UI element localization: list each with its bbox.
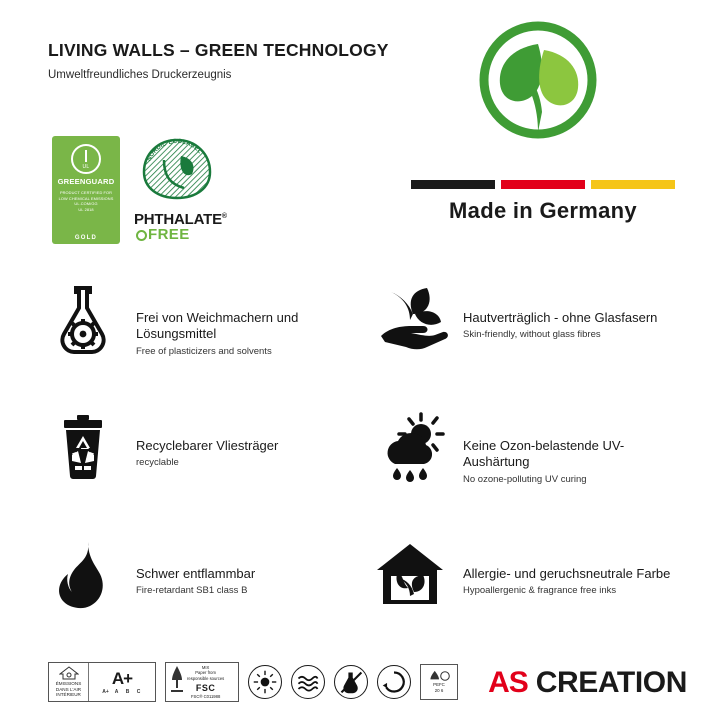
as-creation-logo <box>488 666 687 700</box>
feature-title: Schwer entflammbar <box>136 566 256 581</box>
feature-item <box>371 400 688 528</box>
flag-bar-gold <box>591 180 675 189</box>
greenguard-detail-4: UL 2818 <box>78 206 94 212</box>
greenguard-name: GREENGUARD <box>57 177 115 186</box>
greenguard-detail-3: UL.COM/GG <box>74 201 98 207</box>
recycling-bin-icon <box>44 408 122 486</box>
emission-label-badge <box>48 662 156 702</box>
feature-title: Hautverträglich - ohne Glasfasern <box>463 310 658 325</box>
made-in-germany-label: Made in Germany <box>449 198 637 223</box>
recycle-arrows-icon <box>377 665 411 699</box>
nordic-ecolabel-badge <box>134 136 220 202</box>
green-leaf-logo <box>468 20 608 160</box>
flask-icon <box>44 280 122 358</box>
scale-a: A <box>114 688 119 695</box>
feature-title: Keine Ozon-belastende UV-Aushärtung <box>463 438 625 470</box>
phthalate-free-badge <box>134 212 226 242</box>
certification-badges <box>52 136 227 244</box>
header <box>48 40 448 81</box>
ul-mark-icon <box>71 144 101 174</box>
fsc-mark: FSC <box>195 682 216 693</box>
emission-grade: A+ <box>111 668 133 688</box>
greenguard-detail-2: LOW CHEMICAL EMISSIONS <box>58 195 114 201</box>
fsc-line3: responsible sources <box>187 675 225 681</box>
page-subtitle: Umweltfreundliches Druckerzeugnis <box>48 69 232 81</box>
feature-item <box>371 272 688 400</box>
house-icon <box>59 666 79 680</box>
emission-label-right <box>89 663 155 701</box>
feature-text <box>136 536 255 596</box>
feature-text <box>136 280 361 357</box>
scale-c: C <box>136 688 141 695</box>
pefc-mark: PEFC <box>433 682 445 688</box>
feature-subtitle: Skin-friendly, without glass fibres <box>463 329 601 341</box>
water-waves-icon <box>291 665 325 699</box>
sun-cloud-rain-icon <box>371 408 449 486</box>
german-flag-bars <box>411 180 675 189</box>
greenguard-badge <box>52 136 120 244</box>
greenguard-level: GOLD <box>74 235 98 241</box>
no-solvent-icon <box>334 665 368 699</box>
pefc-badge <box>420 664 458 700</box>
phthalate-registered: ® <box>221 213 227 220</box>
pefc-code: 20 6 <box>434 688 444 693</box>
feature-grid <box>44 272 688 656</box>
emission-label-left <box>49 663 89 701</box>
feature-title: Allergie- und geruchsneutrale Farbe <box>463 566 671 581</box>
emission-scale <box>101 689 144 695</box>
flame-icon <box>44 536 122 614</box>
feature-text <box>136 408 278 468</box>
fsc-mix: MIX <box>201 664 210 670</box>
feature-item <box>44 528 361 656</box>
feature-item <box>44 400 361 528</box>
brand-as: AS <box>488 666 528 699</box>
fsc-tree-icon <box>169 664 185 701</box>
scale-b: B <box>125 688 130 695</box>
flag-bar-red <box>501 180 585 189</box>
feature-subtitle: Free of plasticizers and solvents <box>136 345 272 357</box>
fsc-code: FSC® C011988 <box>190 693 221 699</box>
phthalate-free-word: FREE <box>148 226 190 243</box>
phthalate-word: PHTHALATE <box>134 211 222 228</box>
scale-a-plus: A+ <box>102 688 109 695</box>
feature-item <box>44 272 361 400</box>
feature-subtitle: Hypoallergenic & fragrance free inks <box>463 585 617 597</box>
emission-label-title: ÉMISSIONS DANS L'AIR INTÉRIEUR <box>55 680 82 698</box>
greenguard-mark-text: UL <box>82 164 90 170</box>
nordic-ecolabel-and-phthalate <box>134 136 227 244</box>
pefc-tree-icon <box>427 670 451 682</box>
feature-title: Recyclebarer Vliesträger <box>136 438 279 453</box>
feature-text <box>463 536 670 596</box>
fsc-text <box>187 665 224 700</box>
greenguard-detail-1: PRODUCT CERTIFIED FOR <box>59 190 113 195</box>
flag-bar-black <box>411 180 495 189</box>
svg-text:NORDIC ECOLABEL: NORDIC ECOLABEL <box>145 137 204 163</box>
fsc-badge <box>165 662 239 702</box>
hand-leaf-icon <box>371 280 449 358</box>
feature-subtitle: Fire-retardant SB1 class B <box>136 585 248 597</box>
feature-title: Frei von Weichmachern und Lösungsmittel <box>136 310 299 342</box>
fsc-line2: Paper from <box>195 670 216 676</box>
feature-subtitle: No ozone-polluting UV curing <box>463 473 587 485</box>
sun-burst-icon <box>248 665 282 699</box>
feature-item <box>371 528 688 656</box>
feature-text <box>463 280 657 340</box>
brand-creation: CREATION <box>535 666 687 699</box>
page-title: LIVING WALLS – GREEN TECHNOLOGY <box>48 40 389 60</box>
feature-subtitle: recyclable <box>136 457 179 469</box>
phthalate-circle-icon <box>136 230 147 241</box>
feature-text <box>463 408 688 485</box>
house-leaf-icon <box>371 536 449 614</box>
footer-certification-logos <box>48 660 458 704</box>
